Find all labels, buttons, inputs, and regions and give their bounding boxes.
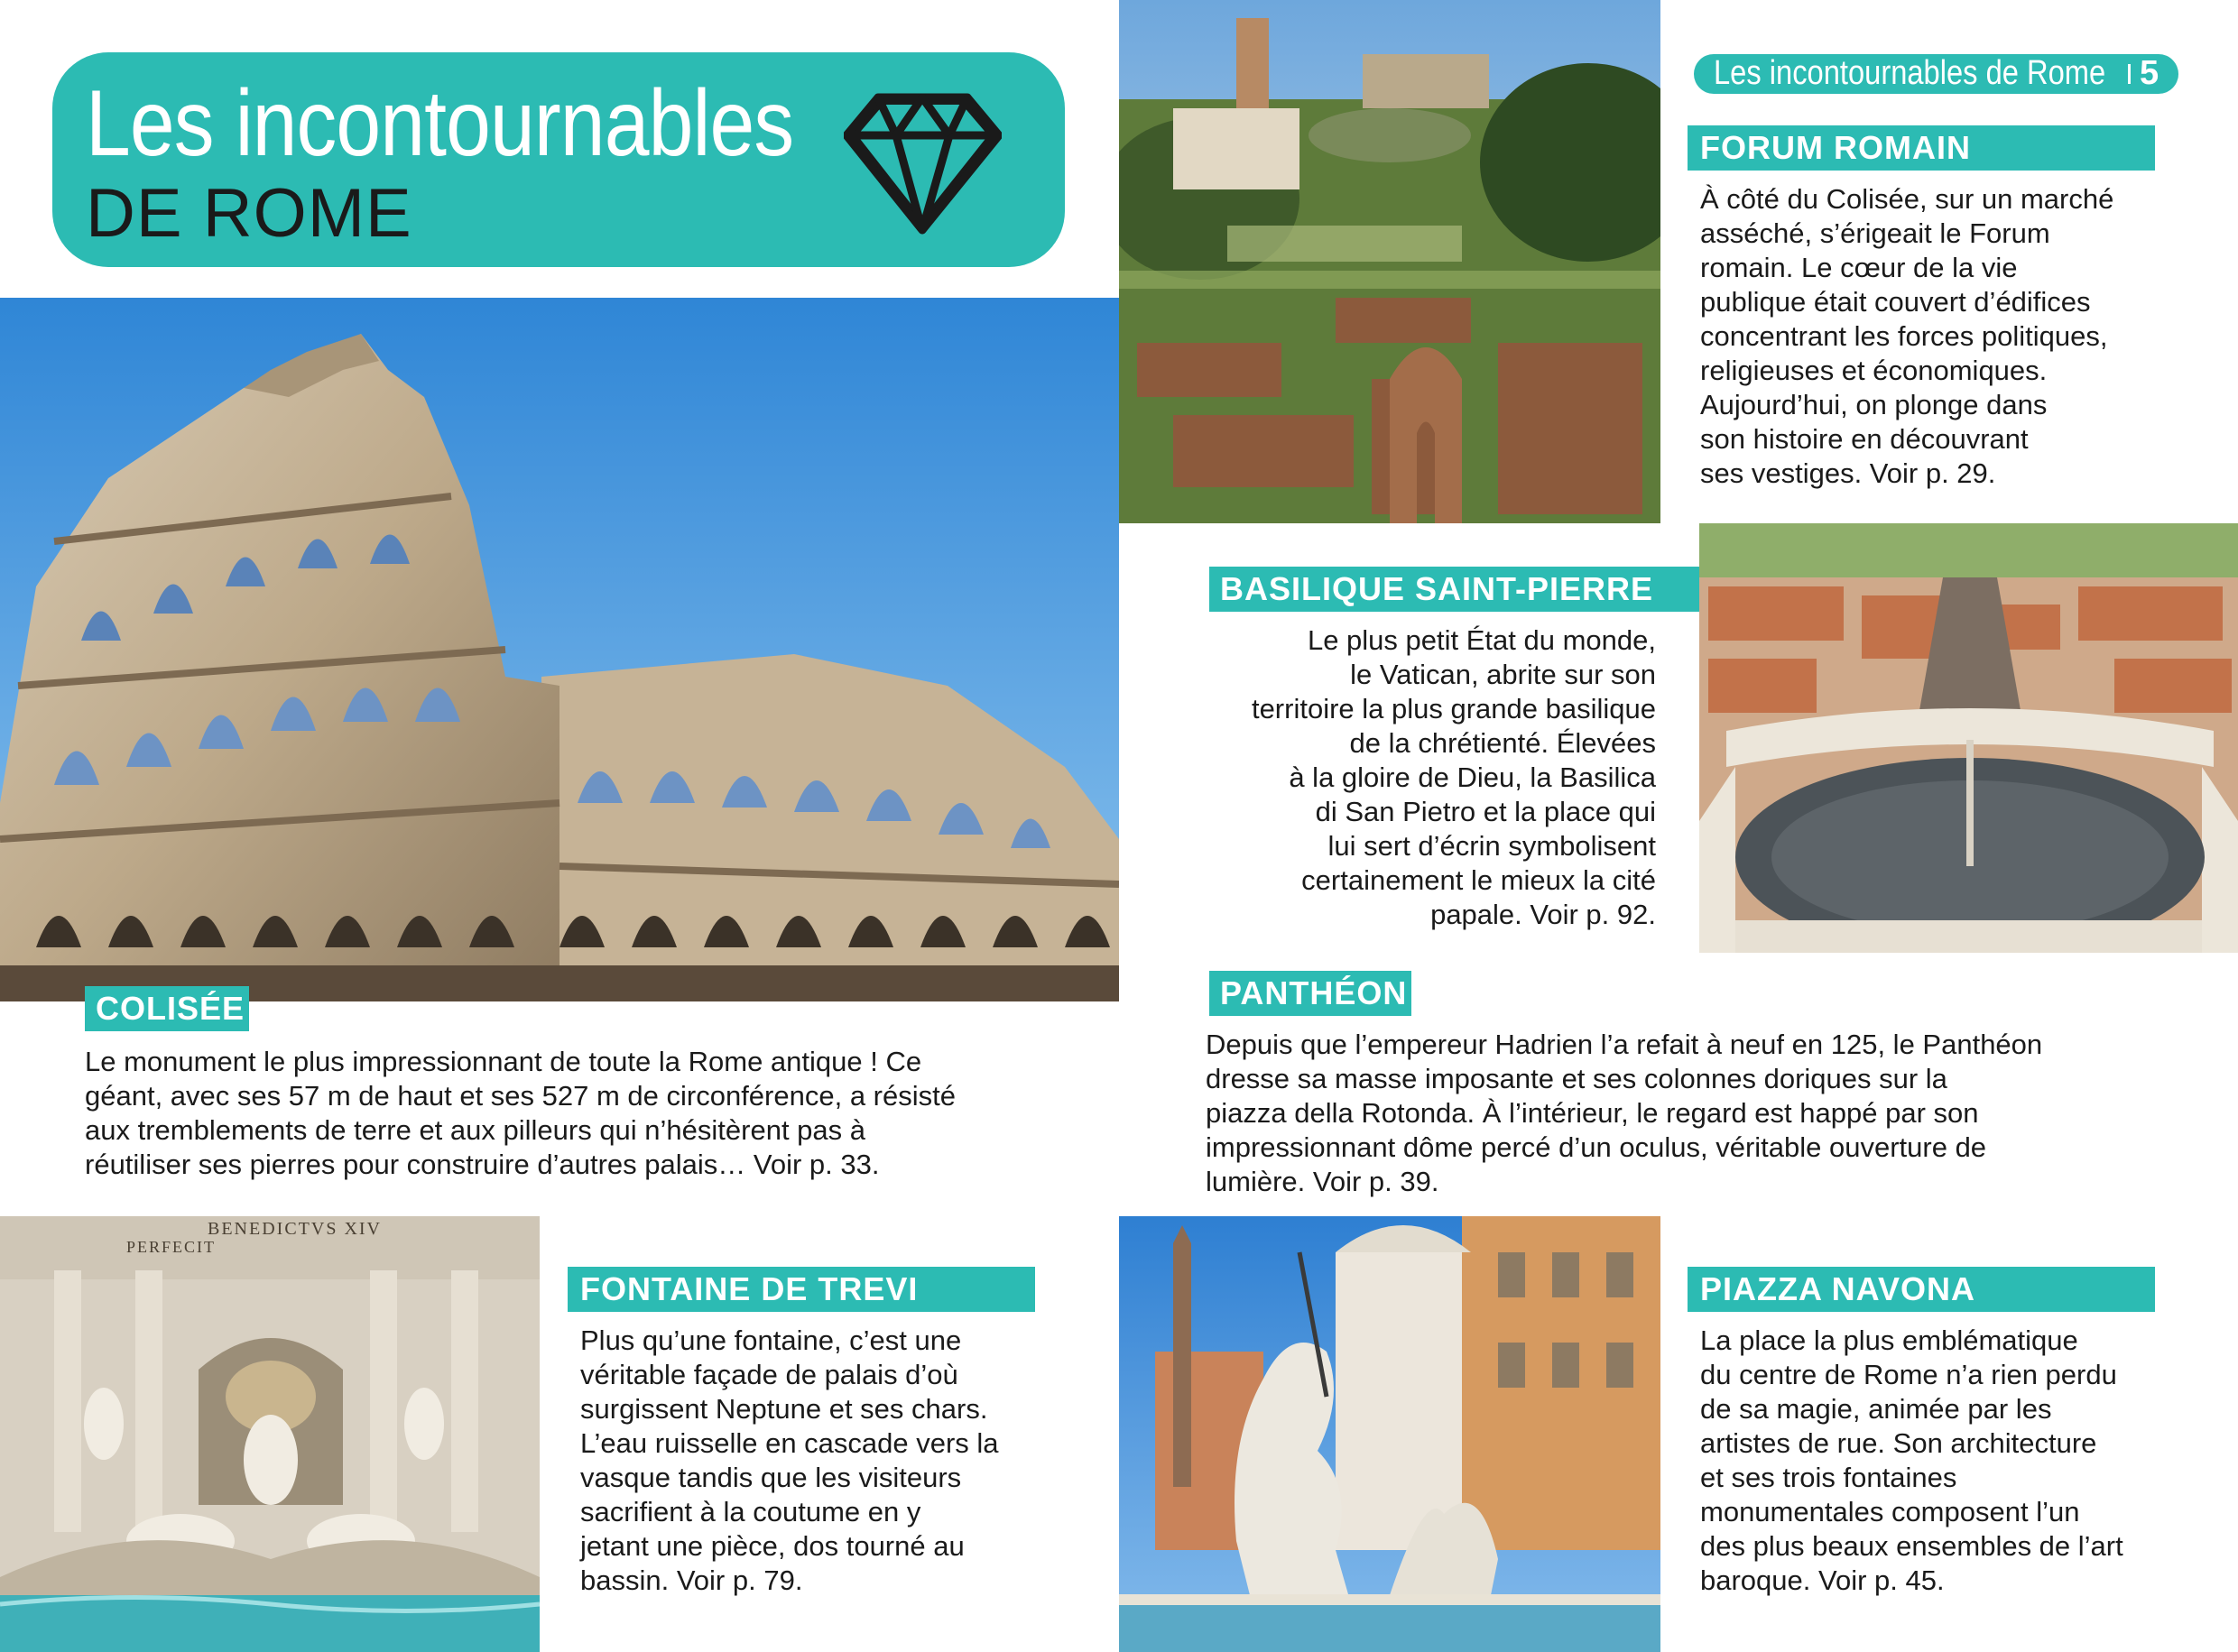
section-label-pantheon	[1209, 971, 1411, 1016]
section-text-basilique: Le plus petit État du monde, le Vatican, abrite sur son territoire la plus grande basilique de la chrétienté. Élevées à la gloire de Dieu, la Basilica di San Pietro et la place qui lui sert d’écrin symbolisent certainement le mieux la cité papale. Voir p. 92.	[1251, 624, 1656, 930]
diamond-icon	[844, 90, 1002, 235]
section-text-pantheon: Depuis que l’empereur Hadrien l’a refait à neuf en 125, le Panthéon dresse sa masse imposante et ses colonnes doriques sur la piazza della Rotonda. À l’intérieur, le regard est happé par son impressionnant dôme percé d’un oculus, véritable ouverture de lumière. Voir p. 39.	[1206, 1029, 2043, 1197]
section-label-text: FORUM ROMAIN	[1700, 129, 1971, 166]
section-text-forum: À côté du Colisée, sur un marché asséché, s’érigeait le Forum romain. Le cœur de la vie publique était couvert d’édifices concentrant les forces politiques, religieuses et économiques. Aujourd’hui, on plonge dans son histoire en découvrant ses vestiges. Voir p. 29.	[1700, 183, 2114, 489]
section-text-navona: La place la plus emblématique du centre de Rome n’a rien perdu de sa magie, animée par les artistes de rue. Son architecture et ses trois fontaines monumentales composent l’un des plus beaux ensembles de l’art baroque. Voir p. 45.	[1700, 1324, 2123, 1596]
forum-photo	[1119, 0, 1660, 523]
running-header	[1694, 54, 2178, 94]
saint-pierre-photo	[1699, 523, 2238, 953]
navona-photo	[1119, 1216, 1660, 1652]
section-label-text: COLISÉE	[96, 990, 245, 1027]
section-text-trevi: Plus qu’une fontaine, c’est une véritable façade de palais d’où surgissent Neptune et ses chars. L’eau ruisselle en cascade vers la vasque tandis que les visiteurs sacrifient à la coutume en y jetant une pièce, dos tourné au bassin. Voir p. 79.	[580, 1324, 999, 1596]
page-title: Les incontournables	[86, 71, 794, 176]
section-label-text: BASILIQUE SAINT-PIERRE	[1220, 570, 1654, 607]
running-header-separator	[2128, 64, 2131, 84]
section-label-text: PIAZZA NAVONA	[1700, 1270, 1975, 1307]
page-subtitle: DE ROME	[86, 175, 412, 252]
section-label-text: PANTHÉON	[1220, 974, 1408, 1011]
section-label-colisee	[85, 986, 249, 1031]
section-label-basilique	[1209, 567, 1699, 612]
trevi-inscription-2: PERFECIT	[126, 1238, 217, 1256]
section-label-navona	[1688, 1267, 2155, 1312]
section-text-colisee: Le monument le plus impressionnant de toute la Rome antique ! Ce géant, avec ses 57 m de haut et ses 527 m de circonférence, a résisté aux tremblements de terre et aux pilleurs qui n’hésitèrent pas à réutiliser ses pierres pour construire d’autres palais… Voir p. 33.	[85, 1046, 956, 1180]
trevi-inscription-1: BENEDICTVS XIV	[208, 1219, 382, 1239]
section-label-trevi	[568, 1267, 1035, 1312]
running-header-title: Les incontournables de Rome	[1714, 54, 2106, 92]
section-label-text: FONTAINE DE TREVI	[580, 1270, 919, 1307]
page-number: 5	[2140, 54, 2159, 92]
trevi-photo	[0, 1216, 540, 1652]
section-label-forum	[1688, 125, 2155, 171]
colosseum-photo	[0, 298, 1119, 1001]
